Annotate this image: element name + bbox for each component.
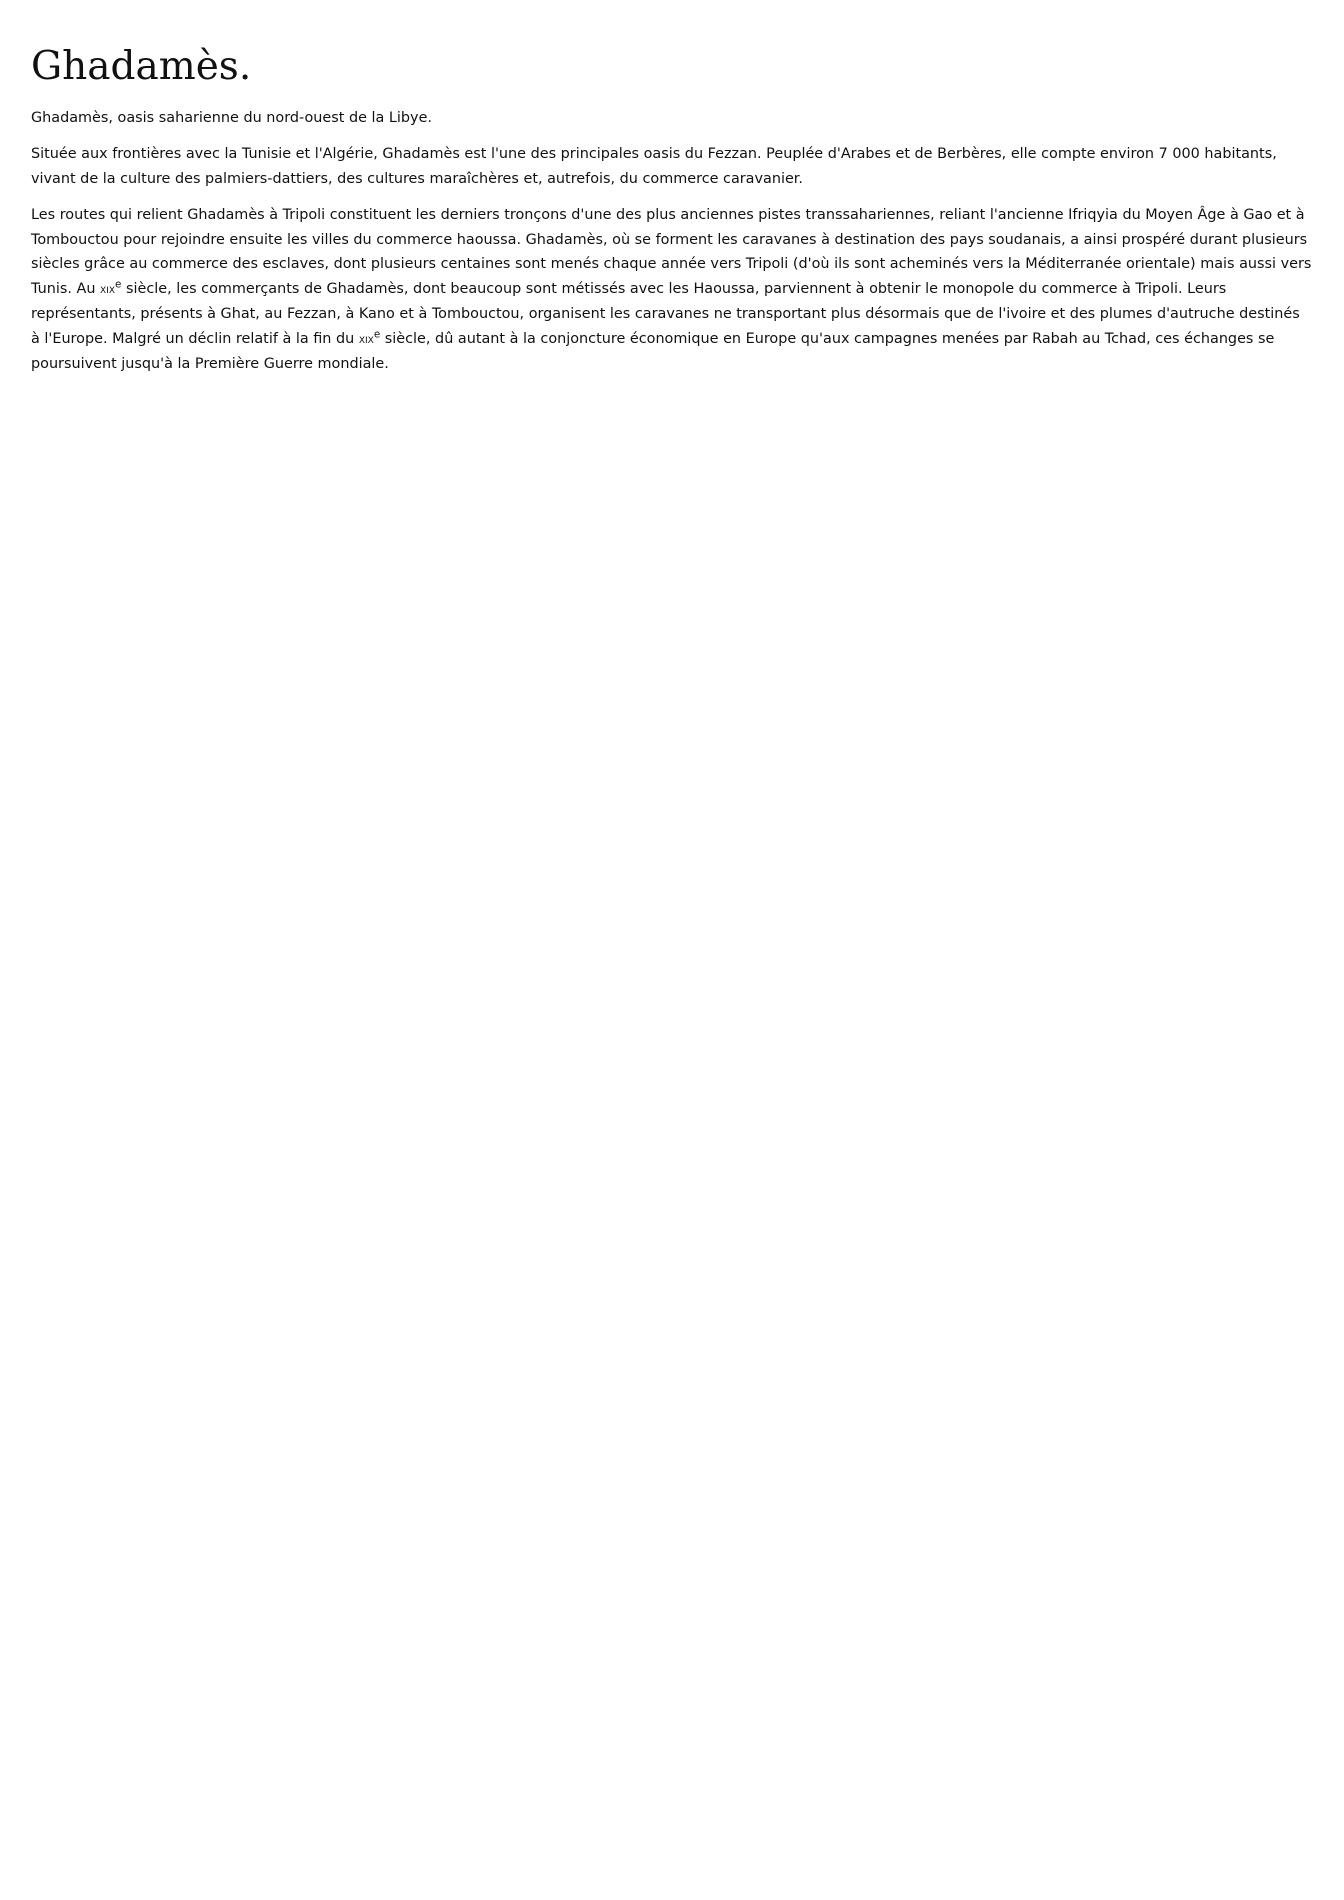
article [0, 0, 1344, 377]
century-numeral: xix [358, 331, 374, 347]
paragraph-history-part-3: siècle, dû autant à la conjoncture économique en Europe qu'aux campagnes menées par Rabah au Tchad, ces échanges se poursuivent jusqu'à la Première Guerre mondiale. [31, 330, 1275, 373]
paragraph-history-part-1: Les routes qui relient Ghadamès à Tripoli constituent les derniers tronçons d'une des plus anciennes pistes transsahariennes, reliant l'ancienne Ifriqyia du Moyen Âge à Gao et à Tombouctou pour rejoindre ensuite les villes du commerce haoussa. Ghadamès, où se forment les caravanes à destination des pays soudanais, a ainsi prospéré durant plusieurs siècles grâce au commerce des esclaves, dont plusieurs centaines sont menés chaque année vers Tripoli (d'où ils sont acheminés vers la Méditerranée orientale) mais aussi vers Tunis. Au [31, 207, 1312, 297]
paragraph-history-part-2: siècle, les commerçants de Ghadamès, dont beaucoup sont métissés avec les Haoussa, parviennent à obtenir le monopole du commerce à Tripoli. Leurs représentants, présents à Ghat, au Fezzan, à Kano et à Tombouctou, organisent les caravanes ne transportant plus désormais que de l'ivoire et des plumes d'autruche destinés à l'Europe. Malgré un déclin relatif à la fin du [31, 280, 1300, 347]
century-suffix: e [115, 278, 122, 291]
paragraph-history [31, 203, 1313, 377]
image-caption: Ghadamès, oasis saharienne du nord-ouest de la Libye. [31, 109, 432, 126]
paragraph-geography: Située aux frontières avec la Tunisie et l'Algérie, Ghadamès est l'une des principales oasis du Fezzan. Peuplée d'Arabes et de Berbères, elle compte environ 7 000 habitants, vivant de la culture des palmiers-dattiers, des cultures maraîchères et, autrefois, du commerce caravanier. [31, 146, 1277, 187]
century-suffix: e [373, 328, 381, 341]
century-numeral: xix [100, 281, 116, 297]
article-title: Ghadamès. [31, 44, 252, 89]
